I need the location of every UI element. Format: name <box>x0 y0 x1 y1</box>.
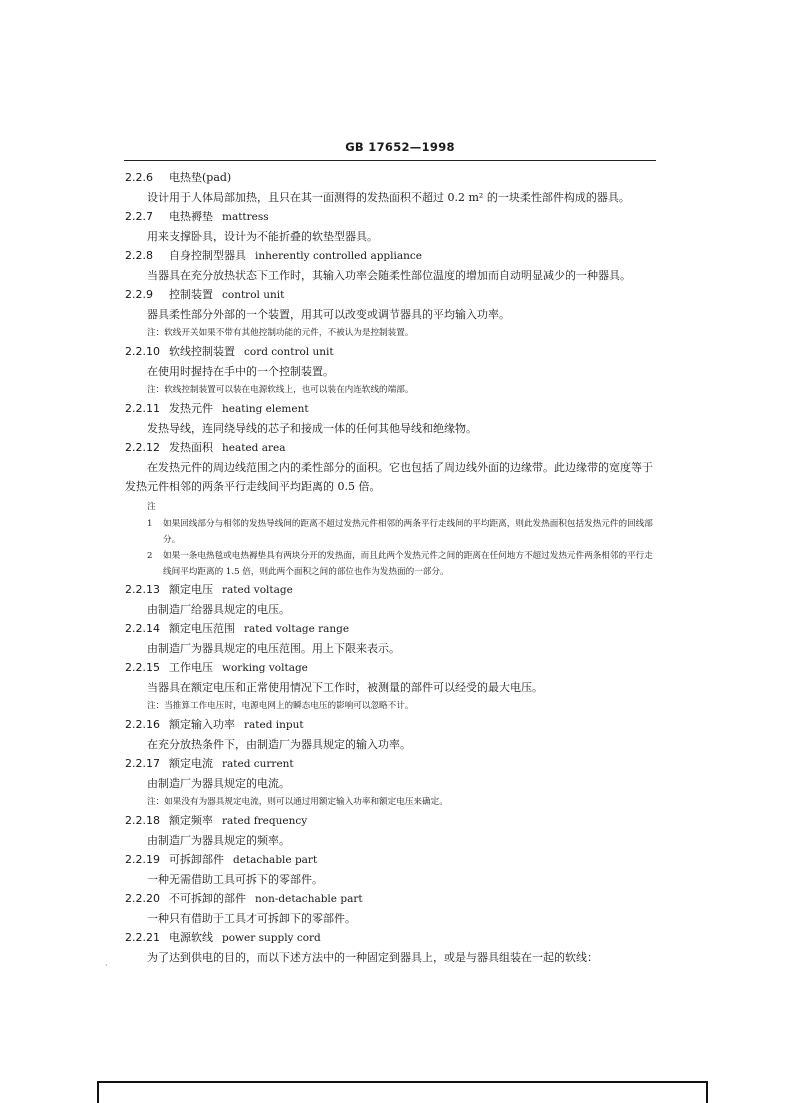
term-number: 2.2.9 <box>125 288 153 301</box>
term-definition: 发热导线，连同绕导线的芯子和接成一体的任何其他导线和绝缘物。 <box>147 422 477 435</box>
term-cn: 控制装置 <box>169 288 213 301</box>
term-heading <box>125 580 659 600</box>
note-number: 2 <box>147 551 153 561</box>
scan-mark: · <box>105 961 108 970</box>
term-cn: 电源软线 <box>169 931 213 944</box>
term-cn: 额定电流 <box>169 757 213 770</box>
term-heading <box>125 246 659 266</box>
term-definition: 当器具在额定电压和正常使用情况下工作时，被测量的部件可以经受的最大电压。 <box>147 681 543 694</box>
term-definition: 器具柔性部分外部的一个装置，用其可以改变或调节器具的平均输入功率。 <box>147 308 510 321</box>
term-en: control unit <box>222 289 285 301</box>
term-definition: 由制造厂为器具规定的电压范围。用上下限来表示。 <box>147 642 400 655</box>
term-heading <box>125 168 659 188</box>
term-definition: 在充分放热条件下，由制造厂为器具规定的输入功率。 <box>147 738 411 751</box>
term-definition: 为了达到供电的目的，而以下述方法中的一种固定到器具上，或是与器具组装在一起的软线： <box>147 951 598 964</box>
term-en: rated input <box>244 719 304 731</box>
term-cn: 额定电压 <box>169 583 213 596</box>
term-heading <box>125 850 659 870</box>
note-text: 如果一条电热毯或电热褥垫具有两块分开的发热面，而且此两个发热元件之间的距离在任何地方不超过发热元件两条相邻的平行走线间平均距离的 1.5 倍，则此两个面积之间的部位也作为发热面的一部分。 <box>163 551 653 577</box>
term-cn: 可拆卸部件 <box>169 853 224 866</box>
term-number: 2.2.7 <box>125 210 153 223</box>
term-heading <box>125 399 659 419</box>
term-definition: 由制造厂给器具规定的电压。 <box>147 603 290 616</box>
term-number: 2.2.18 <box>125 814 160 827</box>
term-cn: 不可拆卸的部件 <box>169 892 246 905</box>
term-en: power supply cord <box>222 932 321 944</box>
term-number: 2.2.10 <box>125 345 160 358</box>
term-en: heated area <box>222 442 286 454</box>
term-heading <box>125 658 659 678</box>
term-cn: 额定电压范围 <box>169 622 235 635</box>
term-cn: 额定频率 <box>169 814 213 827</box>
term-definition: 由制造厂为器具规定的频率。 <box>147 834 290 847</box>
term-number: 2.2.14 <box>125 622 160 635</box>
term-definition: 一种无需借助工具可拆下的零部件。 <box>147 873 323 886</box>
term-heading <box>125 928 659 948</box>
term-cn: 电热垫(pad) <box>169 171 232 184</box>
term-note: 注：如果没有为器具规定电流，则可以通过用额定输入功率和额定电压来确定。 <box>147 797 448 807</box>
term-en: mattress <box>222 211 269 223</box>
term-definition: 由制造厂为器具规定的电流。 <box>147 777 290 790</box>
term-heading <box>125 889 659 909</box>
term-definition: 在使用时握持在手中的一个控制装置。 <box>147 365 334 378</box>
term-note: 注：软线控制装置可以装在电源软线上，也可以装在内连软线的端部。 <box>147 385 414 395</box>
term-number: 2.2.19 <box>125 853 160 866</box>
document-body <box>125 168 659 967</box>
term-note: 注：当推算工作电压时，电源电网上的瞬态电压的影响可以忽略不计。 <box>147 701 414 711</box>
term-cn: 工作电压 <box>169 661 213 674</box>
term-en: rated voltage range <box>244 623 350 635</box>
term-en: heating element <box>222 403 309 415</box>
term-en: rated current <box>222 758 294 770</box>
term-cn: 自身控制型器具 <box>169 249 246 262</box>
term-cn: 软线控制装置 <box>169 345 235 358</box>
term-number: 2.2.16 <box>125 718 160 731</box>
term-heading <box>125 438 659 458</box>
term-heading <box>125 811 659 831</box>
page-header: GB 17652—1998 <box>345 140 455 154</box>
term-en: cord control unit <box>244 346 334 358</box>
term-number: 2.2.17 <box>125 757 160 770</box>
term-cn: 发热元件 <box>169 402 213 415</box>
term-number: 2.2.21 <box>125 931 160 944</box>
header-rule <box>124 160 656 161</box>
term-heading <box>125 342 659 362</box>
term-number: 2.2.8 <box>125 249 153 262</box>
term-definition: 当器具在充分放热状态下工作时，其输入功率会随柔性部位温度的增加而自动明显减少的一种器具。 <box>147 269 631 282</box>
term-heading <box>125 207 659 227</box>
term-number: 2.2.13 <box>125 583 160 596</box>
term-definition: 在发热元件的周边线范围之内的柔性部分的面积。它也包括了周边线外面的边缘带。此边缘带的宽度等于发热元件相邻的两条平行走线间平均距离的 0.5 倍。 <box>125 461 653 493</box>
term-cn: 电热褥垫 <box>169 210 213 223</box>
term-number: 2.2.15 <box>125 661 160 674</box>
note-number: 1 <box>147 519 153 529</box>
term-heading <box>125 754 659 774</box>
note-item <box>125 548 659 580</box>
term-en: rated frequency <box>222 815 308 827</box>
notes-label: 注 <box>147 502 156 512</box>
bottom-frame <box>97 1081 708 1103</box>
term-en: detachable part <box>233 854 318 866</box>
term-number: 2.2.20 <box>125 892 160 905</box>
term-en: rated voltage <box>222 584 293 596</box>
term-heading <box>125 715 659 735</box>
note-text: 如果回线部分与相邻的发热导线间的距离不超过发热元件相邻的两条平行走线间的平均距离，则此发热面积包括发热元件的回线部分。 <box>163 519 653 545</box>
term-definition: 一种只有借助于工具才可拆卸下的零部件。 <box>147 912 356 925</box>
term-cn: 发热面积 <box>169 441 213 454</box>
term-definition: 用来支撑卧具，设计为不能折叠的软垫型器具。 <box>147 230 378 243</box>
term-en: inherently controlled appliance <box>255 250 422 262</box>
term-heading <box>125 619 659 639</box>
term-heading <box>125 285 659 305</box>
note-item <box>125 516 659 548</box>
term-note: 注：软线开关如果不带有其他控制功能的元件，不被认为是控制装置。 <box>147 328 414 338</box>
term-number: 2.2.6 <box>125 171 153 184</box>
term-definition: 设计用于人体局部加热，且只在其一面测得的发热面积不超过 0.2 m² 的一块柔性部件构成的器具。 <box>147 191 630 204</box>
term-number: 2.2.11 <box>125 402 160 415</box>
term-cn: 额定输入功率 <box>169 718 235 731</box>
term-en: non-detachable part <box>255 893 363 905</box>
term-number: 2.2.12 <box>125 441 160 454</box>
term-en: working voltage <box>222 662 308 674</box>
